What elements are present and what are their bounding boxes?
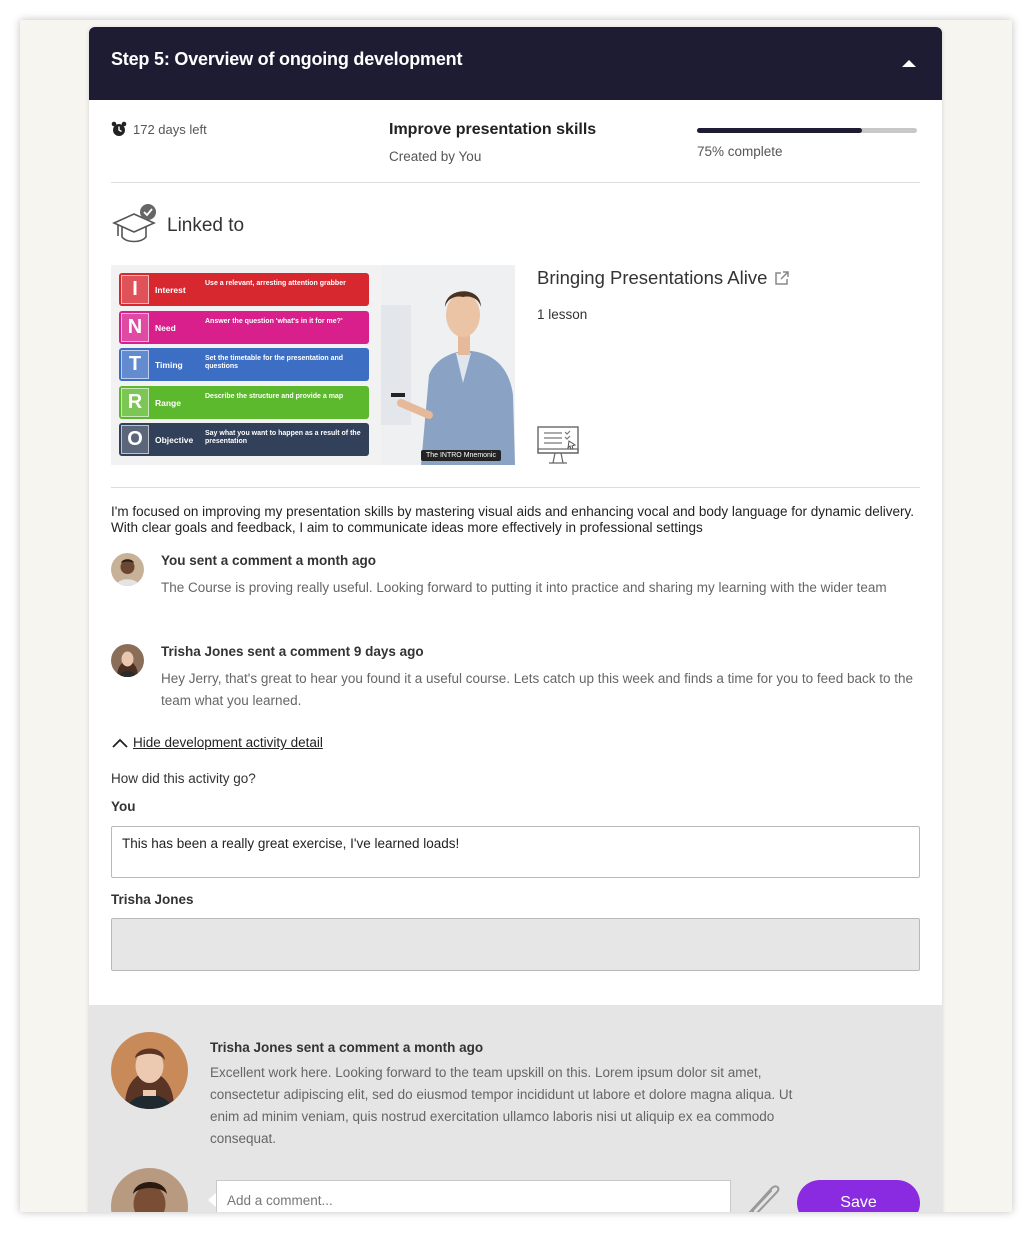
progress-fill — [697, 128, 862, 133]
avatar-you-large — [111, 1168, 188, 1212]
intro-row-description: Answer the question 'what's in it for me?' — [205, 317, 343, 325]
intro-row-name: Range — [155, 397, 181, 408]
avatar-trisha-jones-large — [111, 1032, 188, 1109]
footer-comment-header: Trisha Jones sent a comment a month ago — [210, 1040, 484, 1055]
add-comment-input[interactable] — [216, 1180, 731, 1212]
goal-meta-row — [111, 121, 920, 183]
page-frame — [20, 20, 1012, 1212]
you-answer-label: You — [111, 799, 136, 814]
step-title: Step 5: Overview of ongoing development — [111, 49, 463, 69]
course-title: Bringing Presentations Alive — [537, 267, 768, 288]
intro-letter-badge: N — [121, 313, 149, 342]
intro-row-description: Say what you want to happen as a result of the presentation — [205, 430, 361, 445]
intro-row-description: Use a relevant, arresting attention grabber — [205, 280, 346, 287]
collapse-button[interactable] — [898, 53, 920, 73]
alarm-clock-icon — [111, 121, 127, 137]
course-title-link[interactable] — [537, 267, 791, 289]
hide-detail-link-text: Hide development activity detail — [133, 735, 323, 750]
linked-to-heading — [111, 203, 244, 249]
days-left-text: 172 days left — [133, 121, 207, 137]
intro-letter-badge: R — [121, 388, 149, 417]
avatar-trisha-jones — [111, 644, 144, 677]
comment-header: Trisha Jones sent a comment 9 days ago — [161, 644, 424, 659]
hide-detail-toggle[interactable] — [111, 735, 323, 750]
caret-up-icon — [898, 53, 920, 73]
comment-item — [111, 644, 920, 724]
intro-row-name: Timing — [155, 360, 183, 370]
comment-header: You sent a comment a month ago — [161, 553, 377, 568]
section-divider — [111, 487, 920, 488]
comment-item — [111, 553, 920, 633]
intro-row-description: Describe the structure and provide a map — [205, 392, 344, 400]
avatar-you — [111, 553, 144, 586]
intro-letter-badge: I — [121, 275, 149, 304]
intro-row-name: Interest — [155, 285, 186, 295]
intro-row-name: Objective — [155, 435, 194, 445]
e-learning-monitor-icon — [535, 425, 581, 467]
comment-text: The Course is proving really useful. Looking forward to putting it into practice and sharing my learning with the wider team — [161, 580, 887, 595]
linked-to-label: Linked to — [167, 215, 245, 236]
presenter-photo — [381, 265, 515, 465]
chevron-up-icon — [111, 737, 129, 749]
comment-text: Hey Jerry, that's great to hear you found it a useful course. Lets catch up this week and finds a time for you to feed back to the team what you learned. — [161, 671, 913, 708]
days-left — [111, 121, 207, 137]
comments-footer — [89, 1005, 942, 1212]
progress-bar — [697, 128, 917, 133]
goal-creator: Created by You — [389, 149, 482, 164]
course-thumbnail[interactable] — [111, 265, 515, 465]
intro-mnemonic-badge: The INTRO Mnemonic — [421, 450, 501, 461]
goal-summary: I'm focused on improving my presentation skills by mastering visual aids and enhancing vocal and body language for dynamic delivery. With clear goals and feedback, I aim to communicate ideas more effectively in professional settings — [111, 504, 915, 535]
intro-letter-badge: O — [121, 425, 149, 454]
trisha-answer-label: Trisha Jones — [111, 892, 194, 907]
graduation-cap-check-icon — [111, 203, 159, 249]
you-answer-field[interactable] — [111, 826, 920, 878]
external-link-icon — [773, 269, 791, 287]
step-header[interactable] — [89, 27, 942, 100]
intro-row-description: Set the timetable for the presentation and questions — [205, 355, 344, 370]
intro-letter-badge: T — [121, 350, 149, 379]
save-button[interactable]: Save — [797, 1180, 920, 1212]
footer-comment-text: Excellent work here. Looking forward to the team upskill on this. Lorem ipsum dolor sit amet, consectetur adipiscing elit, sed do eiusmod tempor incididunt ut labore et dolore magna aliqua. Ut enim ad minim veniam, quis nostrud exercitation ullamco laboris nisi ut aliquip ex ea commodo consequat. — [210, 1065, 793, 1146]
activity-question: How did this activity go? — [111, 771, 256, 786]
intro-row-interest — [119, 273, 369, 306]
intro-row-objective — [119, 423, 369, 456]
trisha-answer-field — [111, 918, 920, 971]
intro-row-need — [119, 311, 369, 344]
lesson-count: 1 lesson — [537, 307, 588, 322]
goal-title[interactable]: Improve presentation skills — [389, 121, 597, 138]
intro-row-name: Need — [155, 322, 176, 333]
paperclip-icon[interactable] — [744, 1178, 784, 1212]
progress-label: 75% complete — [697, 144, 783, 159]
intro-row-timing — [119, 348, 369, 381]
intro-row-range — [119, 386, 369, 419]
development-step-card — [89, 27, 942, 1212]
